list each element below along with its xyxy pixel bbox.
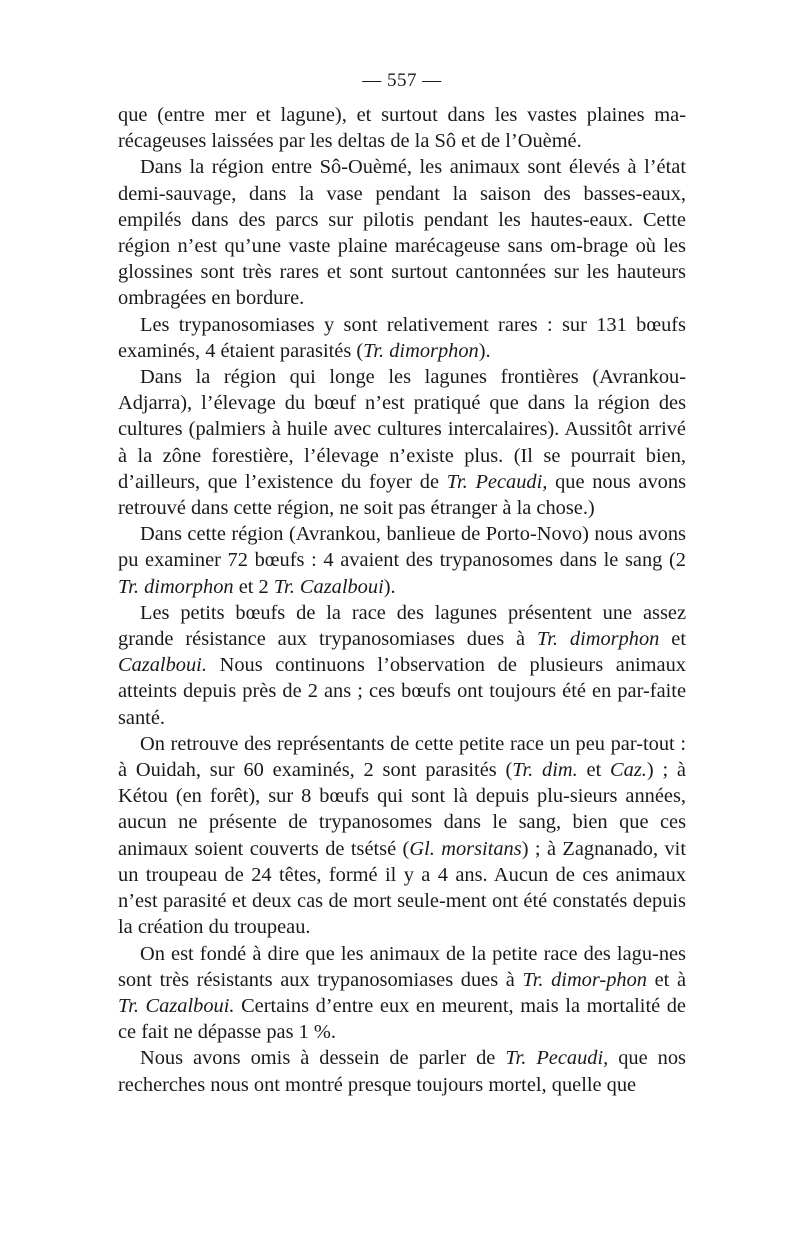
italic-term: Tr. dim.: [512, 759, 578, 782]
paragraph: [118, 364, 686, 521]
text-run: Les petits bœufs de la race des lagunes présentent une assez grande résistance aux trypanosomiases dues à: [118, 601, 686, 651]
text-run: ) ; à Zagnanado, vit un troupeau de 24 têtes, formé il y a 4 ans. Aucun de ces animaux n’est parasité et deux cas de mort seule-ment ont été constatés depuis la création du troupeau.: [118, 837, 686, 939]
text-run: Certains d’entre eux en meurent, mais la mortalité de ce fait ne dépasse pas 1 %.: [118, 994, 686, 1044]
text-run: On retrouve des représentants de cette petite race un peu par-tout : à Ouidah, sur 60 examinés, 2 sont parasités (: [118, 732, 686, 782]
body-text: [118, 102, 686, 1098]
italic-term: Tr. Cazalboui: [273, 575, 384, 598]
paragraph: [118, 1045, 686, 1097]
paragraph: [118, 102, 686, 154]
document-page: [118, 70, 686, 1098]
text-run: Dans la région qui longe les lagunes frontières (Avrankou-Adjarra), l’élevage du bœuf n’est pratiqué que dans la région des cultures (palmiers à huile avec cultures intercalaires). Aussitôt arrivé à la zône forestière, l’élevage n’existe plus. (Il se pourrait bien, d’ailleurs, que l’existence du foyer de: [118, 366, 686, 493]
italic-term: Tr. dimorphon: [118, 575, 234, 598]
paragraph: [118, 312, 686, 364]
italic-term: Tr. dimorphon: [363, 339, 479, 362]
italic-term: Tr. dimor-phon: [522, 968, 647, 991]
italic-term: Caz.: [610, 759, 647, 782]
text-run: que nos recherches nous ont montré presque toujours mortel, quelle que: [118, 1047, 686, 1096]
text-run: ) ; à Kétou (en forêt), sur 8 bœufs qui sont là depuis plu-sieurs années, aucun ne présente de trypanosomes dans le sang, bien que ces animaux soient couverts de tsétsé (: [118, 759, 686, 860]
text-run: et 2: [233, 575, 274, 598]
italic-term: Tr. Pecaudi,: [446, 470, 548, 493]
text-run: Nous continuons l’observation de plusieurs animaux atteints depuis près de 2 ans ; ces bœufs ont toujours été en par-faite santé.: [118, 654, 686, 729]
paragraph: [118, 600, 686, 731]
text-run: ).: [383, 575, 396, 598]
paragraph: [118, 731, 686, 941]
text-run: que (entre mer et lagune), et surtout dans les vastes plaines ma-: [118, 104, 686, 126]
text-run: et: [577, 759, 611, 782]
italic-term: Tr. Cazalboui.: [118, 994, 235, 1017]
text-run: Dans la région entre Sô-Ouèmé, les animaux sont élevés à l’état demi-sauvage, dans la vase pendant la saison des basses-eaux, empilés dans des parcs sur pilotis pendant les hautes-eaux. Cette région n’est qu’une vaste plaine marécageuse sans om-brage où les glossines sont très rares et sont surtout cantonnées sur les hauteurs ombragées en bordure.: [118, 156, 686, 310]
paragraph: [118, 154, 686, 311]
paragraph: [118, 521, 686, 600]
text-run: Nous avons omis à dessein de parler de: [140, 1047, 506, 1070]
page-number: — 557 —: [362, 70, 442, 91]
italic-term: Tr. Pecaudi,: [505, 1047, 609, 1070]
text-run: Dans cette région (Avrankou, banlieue de Porto-Novo) nous avons pu examiner 72 bœufs : 4 avaient des trypanosomes dans le sang (2: [118, 523, 686, 572]
italic-term: Tr. dimorphon: [537, 628, 660, 651]
text-run: et: [659, 628, 686, 651]
text-run: que nous avons retrouvé dans cette région, ne soit pas étranger à la chose.): [118, 470, 687, 520]
italic-term: Cazalboui.: [118, 654, 207, 677]
text-run: et à: [646, 968, 686, 991]
text-run: Les trypanosomiases y sont relativement rares : sur 131 bœufs examinés, 4 étaient parasités (: [118, 313, 686, 362]
text-run: On est fondé à dire que les animaux de la petite race des lagu-nes sont très résistants aux trypanosomiases dues à: [118, 942, 686, 991]
text-run: récageuses laissées par les deltas de la Sô et de l’Ouèmé.: [118, 130, 582, 153]
text-run: ).: [478, 339, 491, 362]
paragraph: [118, 941, 686, 1046]
italic-term: Gl. morsitans: [409, 837, 522, 860]
